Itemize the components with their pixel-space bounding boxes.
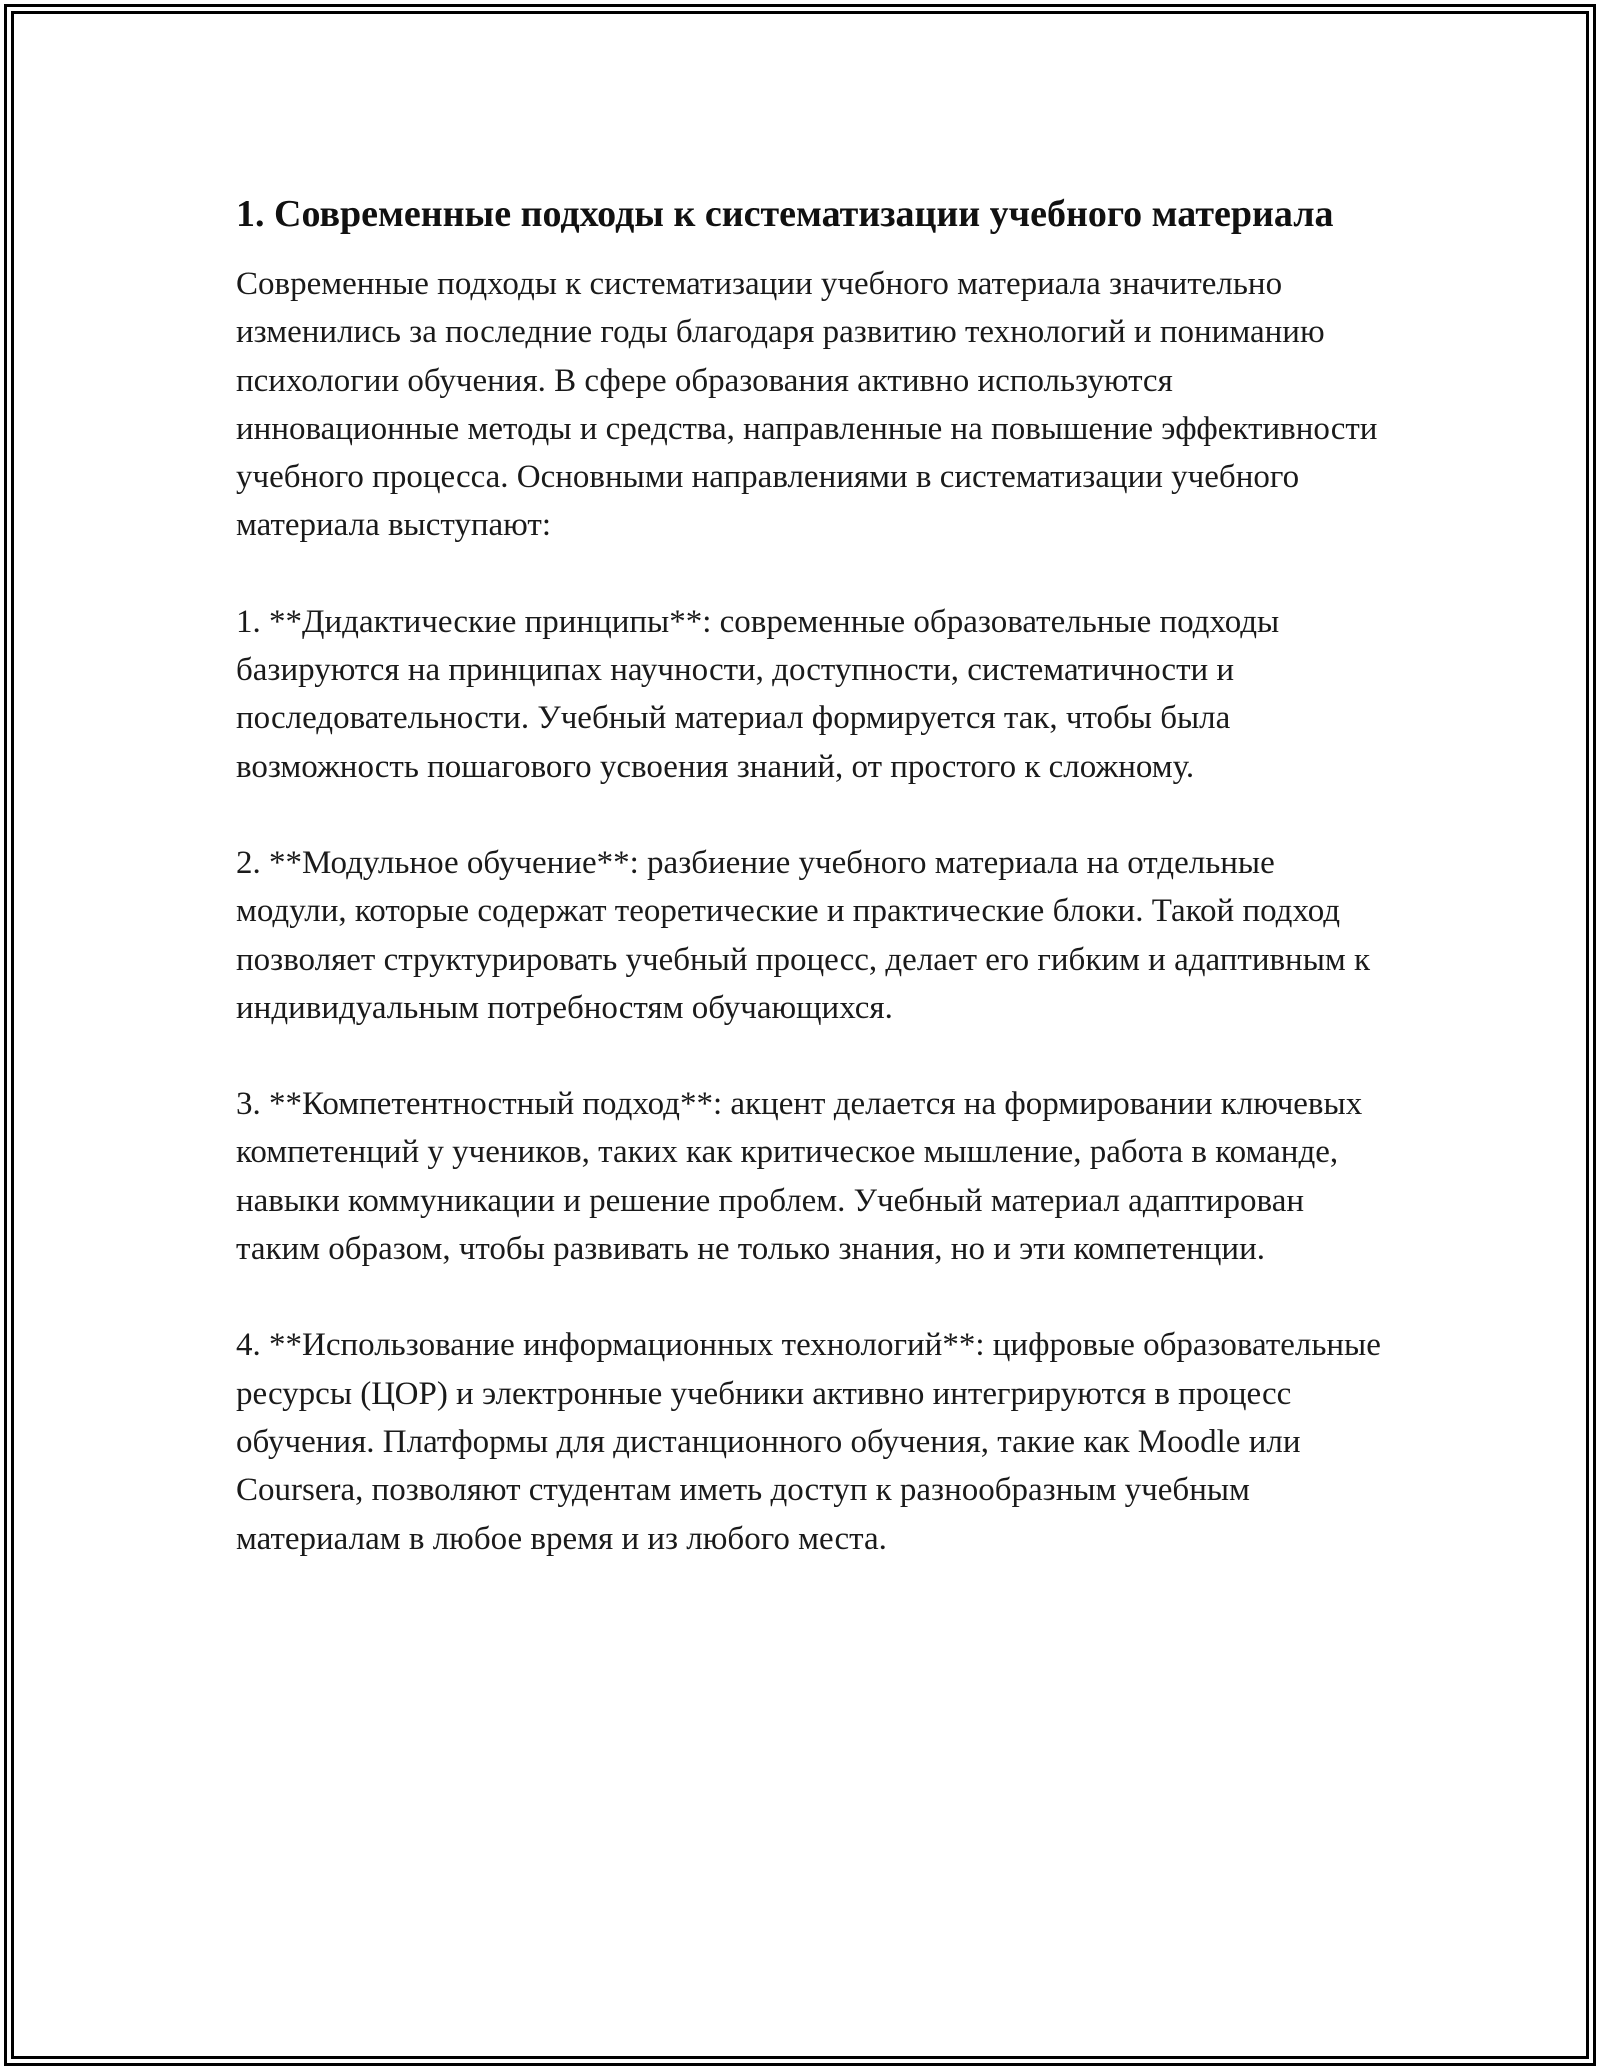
paragraph-information-technologies: 4. **Использование информационных технологий**: цифровые образовательные ресурсы (ЦОР) и электронные учебники активно интегрируются в процесс обучения. Платформы для дистанционного обучения, такие как Moodle или Coursera, позволяют студентам иметь доступ к разнообразным учебным материалам в любое время и из любого места.: [236, 1327, 1381, 1557]
intro-paragraph: Современные подходы к систематизации учебного материала значительно изменились за последние годы благодаря развитию технологий и пониманию психологии обучения. В сфере образования активно используются инновационные методы и средства, направленные на повышение эффективности учебного процесса. Основными направлениями в систематизации учебного материала выступают:: [236, 266, 1378, 544]
paragraph-modular-learning: 2. **Модульное обучение**: разбиение учебного материала на отдельные модули, которые содержат теоретические и практические блоки. Такой подход позволяет структурировать учебный процесс, делает его гибким и адаптивным к индивидуальным потребностям обучающихся.: [236, 844, 1371, 1026]
section-heading: 1. Современные подходы к систематизации учебного материала: [236, 193, 1334, 235]
paragraph-didactic-principles: 1. **Дидактические принципы**: современные образовательные подходы базируются на принципах научности, доступности, систематичности и последовательности. Учебный материал формируется так, чтобы была возможность пошагового усвоения знаний, от простого к сложному.: [236, 603, 1280, 785]
document-body: [236, 186, 1386, 1611]
paragraph-competency-approach: 3. **Компетентностный подход**: акцент делается на формировании ключевых компетенций у учеников, таких как критическое мышление, работа в команде, навыки коммуникации и решение проблем. Учебный материал адаптирован таким образом, чтобы развивать не только знания, но и эти компетенции.: [236, 1086, 1363, 1268]
